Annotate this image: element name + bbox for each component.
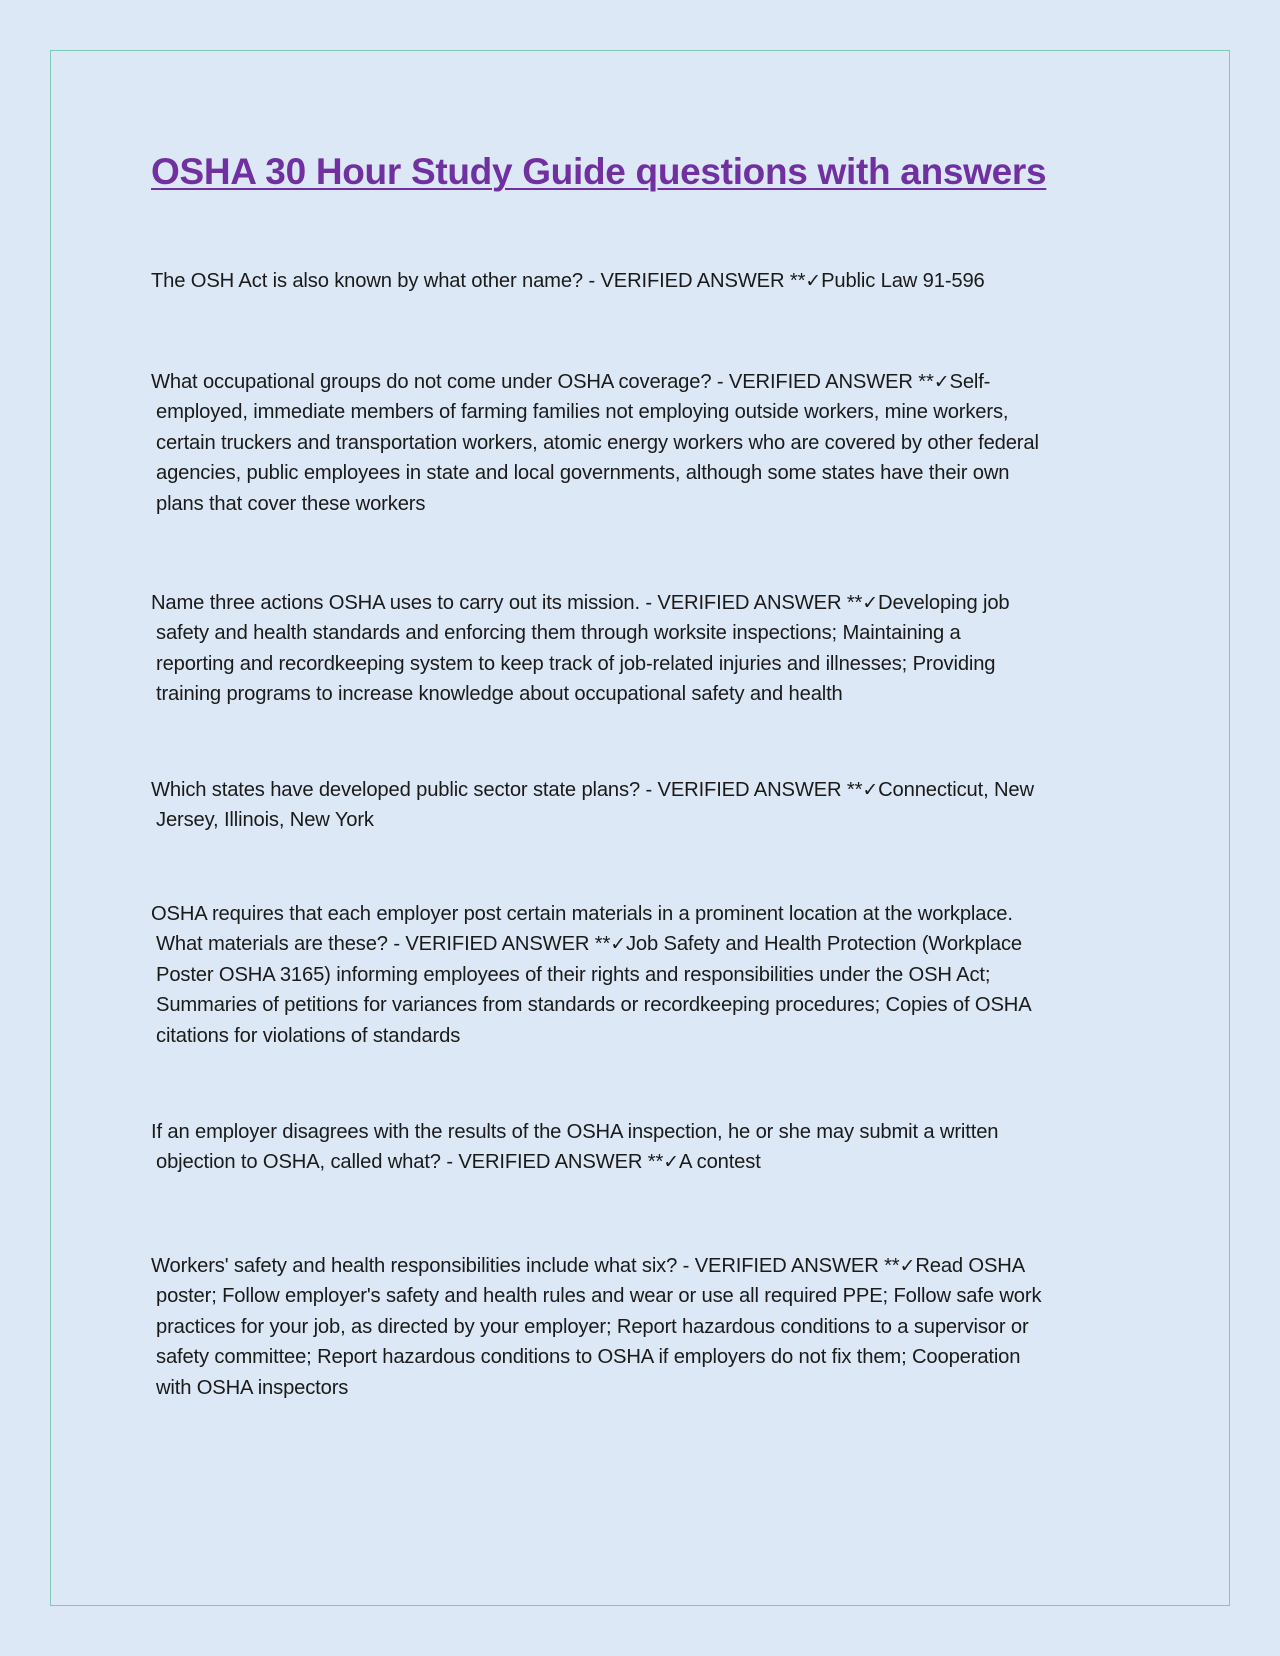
qa-line [151,1147,1136,1177]
question-text: What materials are these? - VERIFIED ANSWER ** [156,933,611,956]
checkmark-icon: ✓ [899,1255,916,1277]
qa-line: employed, immediate members of farming families not employing outside workers, mine workers, [156,401,1009,424]
question-text: objection to OSHA, called what? - VERIFIED ANSWER ** [156,1151,664,1174]
qa-line: safety and health standards and enforcing them through worksite inspections; Maintaining a [156,622,961,645]
question-text: What occupational groups do not come under OSHA coverage? - VERIFIED ANSWER ** [151,371,934,393]
qa-line: practices for your job, as directed by your employer; Report hazardous conditions to a supervisor or [156,1315,1029,1338]
answer-text: Developing job [878,592,1010,614]
question-text: Name three actions OSHA uses to carry out its mission. - VERIFIED ANSWER ** [151,592,863,614]
checkmark-icon: ✓ [862,592,879,614]
qa-line: agencies, public employees in state and local governments, although some states have their own [156,462,1010,485]
qa-line [151,775,1136,805]
qa-line: certain truckers and transportation workers, atomic energy workers who are covered by other federal [156,431,1039,454]
qa-line [151,588,1136,618]
checkmark-icon: ✓ [805,270,822,292]
qa-line [151,929,1136,959]
qa-item [151,588,1136,710]
qa-line: reporting and recordkeeping system to keep track of job-related injuries and illnesses; Providing [156,652,996,675]
answer-text: Job Safety and Health Protection (Workplace [625,933,1023,956]
qa-item [151,1251,1136,1403]
qa-line [151,266,1136,296]
qa-line: OSHA requires that each employer post certain materials in a prominent location at the workplace. [151,903,1013,925]
qa-line: poster; Follow employer's safety and health rules and wear or use all required PPE; Follow safe work [156,1285,1042,1308]
document-title: OSHA 30 Hour Study Guide questions with answers [151,151,1047,192]
question-text: The OSH Act is also known by what other name? - VERIFIED ANSWER ** [151,270,806,292]
answer-text: Public Law 91-596 [821,270,985,292]
qa-line: training programs to increase knowledge about occupational safety and health [156,683,843,706]
qa-item [151,266,1136,296]
qa-item [151,775,1136,836]
answer-text: Connecticut, New [878,779,1034,801]
answer-text: Self- [949,371,991,393]
qa-line [151,367,1136,397]
question-text: Workers' safety and health responsibilities include what six? - VERIFIED ANSWER ** [151,1255,900,1277]
qa-line: If an employer disagrees with the results of the OSHA inspection, he or she may submit a written [151,1121,999,1143]
checkmark-icon: ✓ [663,1151,679,1174]
answer-text: Read OSHA [915,1255,1026,1277]
qa-item [151,899,1136,1051]
qa-line: citations for violations of standards [156,1024,461,1047]
checkmark-icon: ✓ [933,371,950,393]
qa-line: Jersey, Illinois, New York [156,809,374,832]
checkmark-icon: ✓ [610,933,626,956]
question-text: Which states have developed public sector state plans? - VERIFIED ANSWER ** [151,779,863,801]
qa-line: safety committee; Report hazardous conditions to OSHA if employers do not fix them; Cooperation [156,1346,1021,1369]
qa-line: Poster OSHA 3165) informing employees of their rights and responsibilities under the OSH Act; [156,963,991,986]
qa-item [151,367,1136,519]
checkmark-icon: ✓ [862,779,879,801]
qa-line: Summaries of petitions for variances from standards or recordkeeping procedures; Copies of OSHA [156,994,1032,1017]
qa-line: plans that cover these workers [156,492,426,515]
qa-item [151,1117,1136,1178]
qa-line: with OSHA inspectors [156,1376,349,1399]
qa-line [151,1251,1136,1281]
answer-text: A contest [678,1151,761,1174]
